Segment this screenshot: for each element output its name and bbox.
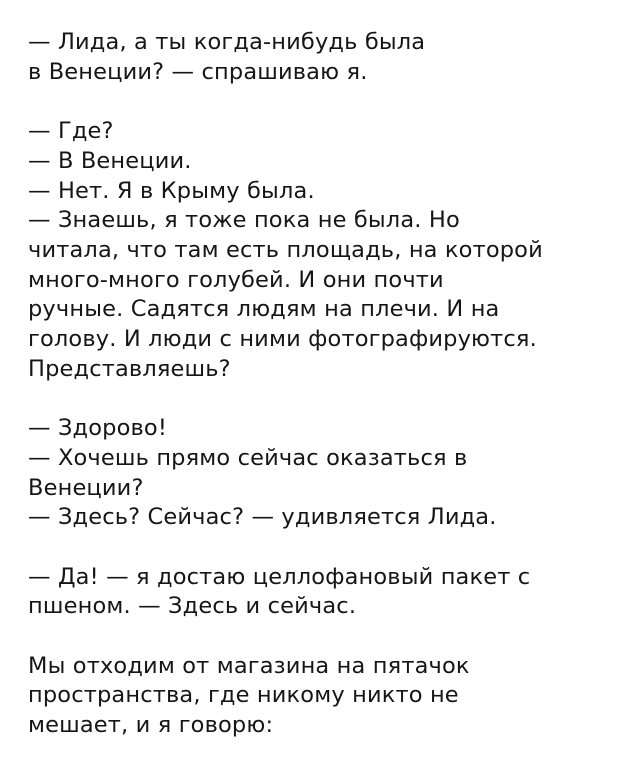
text-line: — Лида, а ты когда-нибудь была xyxy=(28,29,426,55)
text-line: много-много голубей. И они почти xyxy=(28,266,444,293)
text-line: ручные. Садятся людям на плечи. И на xyxy=(28,296,500,323)
paragraph-2 xyxy=(28,117,628,384)
text-line: Венеции? xyxy=(28,474,144,501)
text-line: голову. И люди с ними фотографируются. xyxy=(28,326,537,353)
text-line: Мы отходим от магазина на пятачок xyxy=(28,652,470,679)
text-page xyxy=(28,28,628,741)
text-line: Представляешь? xyxy=(28,355,231,382)
paragraph-gap xyxy=(28,384,628,414)
paragraph-gap xyxy=(28,533,628,563)
text-line: — В Венеции. xyxy=(28,147,192,174)
paragraph-1 xyxy=(28,28,628,87)
paragraph-gap xyxy=(28,87,628,117)
paragraph-gap xyxy=(28,622,628,652)
text-line: — Здесь? Сейчас? — удивляется Лида. xyxy=(28,504,497,531)
text-line: в Венеции? — спрашиваю я. xyxy=(28,58,368,85)
text-line: — Знаешь, я тоже пока не была. Но xyxy=(28,207,460,234)
text-line: пространства, где никому никто не xyxy=(28,682,459,709)
text-line: — Здорово! xyxy=(28,415,167,442)
paragraph-5 xyxy=(28,652,628,741)
text-line: — Хочешь прямо сейчас оказаться в xyxy=(28,444,468,471)
paragraph-4 xyxy=(28,563,628,622)
text-line: пшеном. — Здесь и сейчас. xyxy=(28,593,357,620)
text-line: — Да! — я достаю целлофановый пакет с xyxy=(28,563,531,590)
text-line: читала, что там есть площадь, на которой xyxy=(28,236,543,263)
text-line: — Нет. Я в Крыму была. xyxy=(28,177,315,204)
text-line: — Где? xyxy=(28,118,114,145)
paragraph-3 xyxy=(28,414,628,533)
text-line: мешает, и я говорю: xyxy=(28,712,274,739)
